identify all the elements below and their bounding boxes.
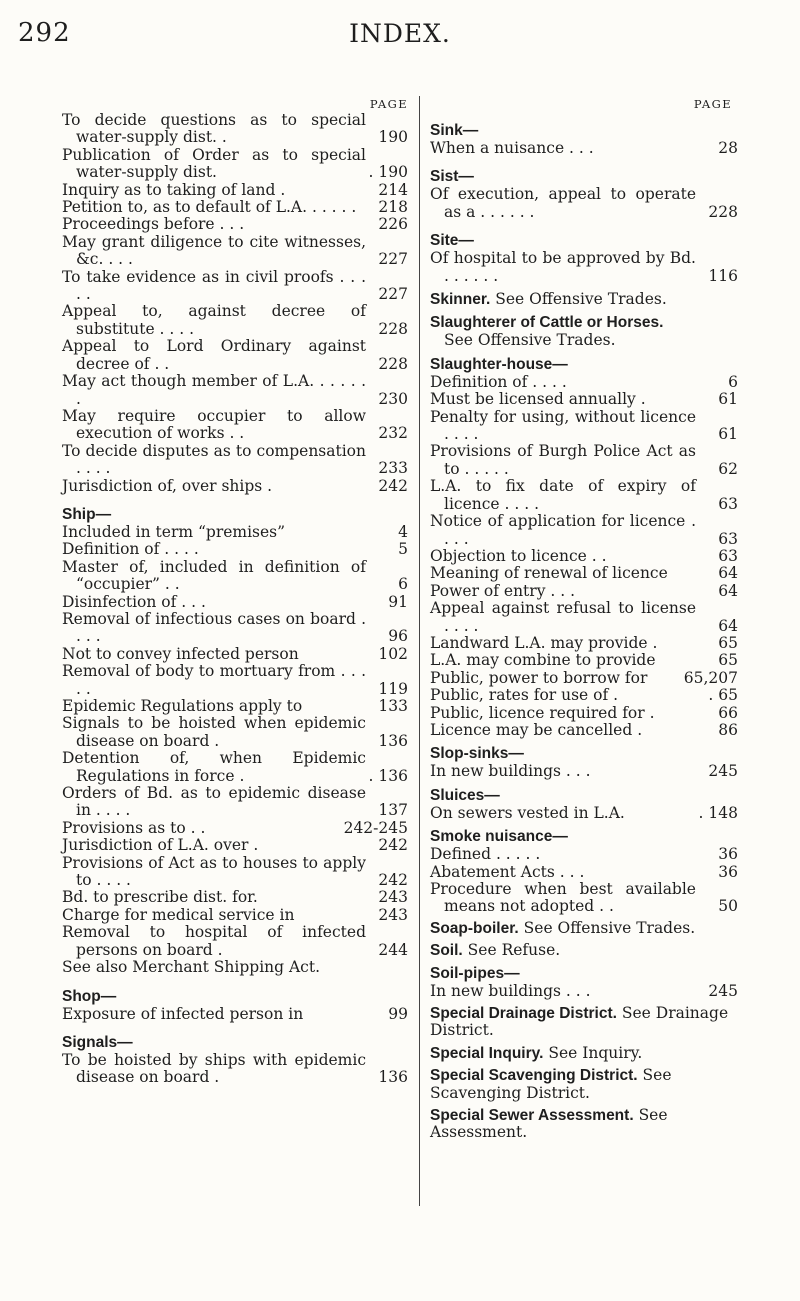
page-number: 292	[18, 18, 71, 48]
entry-text: Definition of . . . .	[430, 372, 567, 391]
index-section-slaughter-house	[430, 356, 738, 740]
index-section-soap-boiler	[430, 920, 738, 937]
page-column-label: PAGE	[369, 97, 408, 111]
entry-page-number: 62	[718, 459, 738, 478]
index-entry	[62, 1006, 408, 1023]
entry-page-number: 245	[708, 762, 738, 781]
entry-text: Removal of body to mortuary from . . . . .	[62, 662, 366, 698]
index-heading: Site—	[430, 232, 474, 250]
index-entry	[62, 199, 408, 216]
entry-text: Proceedings before . . .	[62, 215, 245, 234]
index-entry	[430, 670, 738, 687]
index-heading: Smoke nuisance—	[430, 828, 568, 846]
index-entry	[430, 186, 738, 221]
index-entry	[62, 959, 408, 976]
page-header	[0, 16, 800, 50]
index-entry	[62, 750, 408, 785]
index-section-slop-sinks	[430, 745, 738, 780]
index-section-special-sewer	[430, 1107, 738, 1142]
index-entry	[430, 250, 738, 285]
entry-page-number: 214	[378, 180, 408, 199]
entry-text: Public, rates for use of .	[430, 686, 619, 705]
entry-page-number: 230	[378, 389, 408, 408]
index-entry	[62, 408, 408, 443]
entry-page-number: 64	[718, 581, 738, 600]
index-entry	[430, 583, 738, 600]
index-section-special-inquiry	[430, 1045, 738, 1062]
entry-page-number: 244	[378, 940, 408, 959]
index-section-ship	[62, 506, 408, 977]
entry-text: Appeal to Lord Ordinary against decree of . .	[62, 337, 366, 373]
entry-page-number: . 190	[368, 163, 408, 182]
entry-text: Procedure when best available means not adopted . .	[430, 880, 696, 916]
entry-text: Meaning of renewal of licence	[430, 564, 668, 583]
index-entry	[430, 391, 738, 408]
index-heading: Slaughter-house—	[430, 355, 568, 373]
entry-page-number: 61	[718, 390, 738, 409]
entry-page-number: 243	[378, 888, 408, 907]
entry-page-number: . 136	[368, 766, 408, 785]
entry-page-number: 190	[378, 128, 408, 147]
entry-page-number: 227	[378, 285, 408, 304]
index-entry	[430, 548, 738, 565]
entry-page-number: 63	[718, 529, 738, 548]
index-entry	[430, 565, 738, 582]
index-heading: Soil-pipes—	[430, 964, 520, 982]
entry-text: L.A. may combine to provide	[430, 651, 656, 670]
entry-page-number: 245	[708, 981, 738, 1000]
entry-page-number: 65,207	[683, 668, 738, 687]
index-entry	[430, 409, 738, 444]
index-entry	[430, 983, 738, 1000]
index-heading: Sink—	[430, 122, 479, 139]
index-entry	[62, 303, 408, 338]
index-entry	[62, 269, 408, 304]
index-entry	[62, 715, 408, 750]
entry-page-number: 232	[378, 424, 408, 443]
entry-page-number: 50	[718, 897, 738, 916]
entry-text: Penalty for using, without licence . . . .	[430, 407, 696, 444]
index-entry	[62, 611, 408, 646]
left-column	[62, 96, 408, 1087]
entry-page-number: 4	[398, 522, 408, 541]
index-section-special-scavenging	[430, 1067, 738, 1102]
entry-text: Publication of Order as to special water-supply dist.	[62, 145, 366, 182]
entry-text: Notice of application for licence . . . .	[430, 512, 696, 548]
entry-page-number: 6	[398, 575, 408, 594]
index-entry	[62, 855, 408, 890]
entry-page-number: 28	[718, 139, 738, 157]
index-entry	[430, 846, 738, 863]
see-reference: See Scavenging District.	[430, 1066, 672, 1102]
entry-text: To be hoisted by ships with epidemic disease on board .	[62, 1050, 366, 1087]
entry-page-number: 99	[388, 1004, 408, 1023]
entry-text: Power of entry . . .	[430, 581, 576, 600]
entry-text: Exposure of infected person in	[62, 1004, 304, 1023]
index-heading: Special Drainage District.	[430, 1005, 617, 1023]
index-entry	[62, 478, 408, 495]
entry-text: Provisions as to . .	[62, 818, 206, 837]
see-reference: See Offensive Trades.	[444, 331, 616, 350]
entry-text: Master of, included in definition of “occupier” . .	[62, 557, 366, 594]
entry-text: Charge for medical service in	[62, 905, 295, 924]
entry-text: Appeal to, against decree of substitute . . . .	[62, 302, 366, 338]
index-entry	[430, 600, 738, 635]
entry-text: May grant diligence to cite witnesses, &c. . . .	[62, 232, 366, 269]
entry-text: Disinfection of . . .	[62, 592, 206, 611]
index-section-signals	[62, 1034, 408, 1087]
right-column	[430, 96, 738, 1142]
see-reference: See Offensive Trades.	[523, 918, 696, 937]
index-entry	[430, 763, 738, 780]
continued-entries	[62, 112, 408, 495]
index-heading: Slaughterer of Cattle or Horses.	[430, 314, 664, 332]
entry-page-number: 233	[378, 459, 408, 478]
index-entry	[430, 635, 738, 652]
entry-page-number: 243	[378, 905, 408, 924]
index-entry	[62, 559, 408, 594]
index-entry	[430, 652, 738, 669]
index-section-site	[430, 232, 738, 285]
index-heading: Soap-boiler.	[430, 919, 519, 937]
entry-text: Landward L.A. may provide .	[430, 633, 658, 652]
entry-page-number: 36	[718, 845, 738, 864]
entry-page-number: 86	[718, 720, 738, 739]
entry-text: On sewers vested in L.A.	[430, 803, 625, 822]
entry-page-number: 228	[708, 202, 738, 221]
entry-page-number: 242	[378, 871, 408, 890]
index-section-soil	[430, 942, 738, 959]
entry-page-number: 63	[718, 546, 738, 565]
entry-page-number: 91	[388, 592, 408, 611]
entry-page-number: 102	[378, 644, 408, 663]
index-entry	[62, 907, 408, 924]
index-heading: Soil.	[430, 942, 463, 960]
see-reference: See Assessment.	[430, 1106, 668, 1142]
index-heading: Shop—	[62, 987, 117, 1005]
entry-page-number: 137	[378, 801, 408, 820]
entry-text: Of execution, appeal to operate as a . . . . . .	[430, 185, 696, 221]
entry-page-number: 227	[378, 250, 408, 269]
index-entry	[62, 924, 408, 959]
index-entry	[430, 374, 738, 391]
see-reference: See Drainage District.	[430, 1004, 729, 1040]
index-entry	[62, 889, 408, 906]
index-entry	[430, 805, 738, 822]
index-entry	[62, 1052, 408, 1087]
entry-text: Defined . . . . .	[430, 845, 541, 864]
entry-text: Included in term “premises”	[62, 522, 286, 541]
page-column-label: PAGE	[693, 97, 732, 111]
entry-page-number: 5	[398, 540, 408, 559]
index-entry	[62, 785, 408, 820]
index-entry	[430, 687, 738, 704]
entry-text: Must be licensed annually .	[430, 390, 646, 409]
entry-page-number: 228	[378, 354, 408, 373]
entry-text: Provisions of Burgh Police Act as to . . . . .	[430, 442, 696, 478]
entry-text: May require occupier to allow execution of works . .	[62, 406, 366, 443]
index-heading: Sluices—	[430, 786, 500, 804]
entry-page-number: 116	[708, 266, 738, 285]
index-entry	[62, 594, 408, 611]
entry-page-number: 242	[378, 836, 408, 855]
index-heading: Signals—	[62, 1033, 133, 1051]
entry-text: Removal of infectious cases on board . . . .	[62, 609, 366, 646]
entry-page-number: 65	[718, 633, 738, 652]
entry-text: Appeal against refusal to license . . . .	[430, 599, 696, 635]
entry-text: Jurisdiction of, over ships .	[62, 476, 273, 495]
index-entry	[62, 663, 408, 698]
index-section-soil-pipes	[430, 965, 738, 1000]
entry-text: Inquiry as to taking of land .	[62, 180, 286, 199]
entry-page-number: 228	[378, 319, 408, 338]
index-entry	[62, 373, 408, 408]
index-entry	[62, 147, 408, 182]
entry-text: In new buildings . . .	[430, 981, 591, 1000]
entry-text: Public, power to borrow for	[430, 668, 648, 687]
entry-page-number: 136	[378, 731, 408, 750]
entry-text: Of hospital to be approved by Bd. . . . . . .	[430, 249, 696, 285]
index-entry	[430, 722, 738, 739]
index-entry	[430, 443, 738, 478]
entry-page-number: 36	[718, 862, 738, 881]
see-reference: See Offensive Trades.	[495, 290, 667, 309]
entry-text: May act though member of L.A. . . . . . .	[62, 372, 366, 408]
index-heading: Special Scavenging District.	[430, 1067, 638, 1085]
entry-text: See also Merchant Shipping Act.	[62, 958, 321, 977]
index-section-sluices	[430, 787, 738, 822]
entry-page-number: . 65	[708, 686, 738, 705]
entry-page-number: 119	[378, 679, 408, 698]
index-entry	[62, 182, 408, 199]
entry-page-number: 136	[378, 1068, 408, 1087]
index-heading: Special Sewer Assessment.	[430, 1107, 634, 1125]
index-entry	[62, 698, 408, 715]
index-entry	[62, 541, 408, 558]
entry-page-number: 66	[718, 703, 738, 722]
index-entry	[62, 234, 408, 269]
index-entry	[62, 837, 408, 854]
entry-text: Removal to hospital of infected persons on board .	[62, 923, 366, 959]
entry-page-number: 64	[718, 564, 738, 583]
entry-text: Jurisdiction of L.A. over .	[62, 836, 259, 855]
index-section-slaughterer	[430, 314, 738, 349]
entry-page-number: 226	[378, 215, 408, 234]
entry-text: To take evidence as in civil proofs . . . . .	[62, 267, 366, 304]
index-entry	[430, 864, 738, 881]
index-entry	[62, 524, 408, 541]
index-entry	[430, 478, 738, 513]
entry-page-number: . 148	[698, 803, 738, 822]
index-section-skinner	[430, 291, 738, 308]
entry-page-number: 96	[388, 627, 408, 646]
entry-text: Epidemic Regulations apply to	[62, 697, 303, 715]
entry-text: To decide disputes as to compensation . . . .	[62, 441, 366, 478]
entry-page-number: 63	[718, 494, 738, 513]
entry-page-number: 61	[718, 425, 738, 444]
entry-text: Bd. to prescribe dist. for.	[62, 888, 258, 907]
entry-page-number: 133	[378, 697, 408, 715]
index-section-sink	[430, 122, 738, 157]
column-divider	[419, 96, 420, 1206]
entry-page-number: 64	[718, 616, 738, 635]
see-reference: See Refuse.	[467, 941, 561, 960]
index-entry	[62, 443, 408, 478]
index-entry	[430, 881, 738, 916]
index-entry	[62, 112, 408, 147]
entry-page-number: 65	[718, 651, 738, 670]
index-heading: Ship—	[62, 505, 112, 523]
entry-text: Objection to licence . .	[430, 546, 607, 565]
index-entry	[430, 140, 738, 157]
entry-text: Licence may be cancelled .	[430, 720, 643, 739]
entry-page-number: 242	[378, 476, 408, 495]
index-section-shop	[62, 988, 408, 1023]
index-heading: Special Inquiry.	[430, 1044, 544, 1062]
index-entry	[430, 705, 738, 722]
entry-text: Provisions of Act as to houses to apply to . . . .	[62, 853, 366, 890]
entry-text: L.A. to fix date of expiry of licence . . . .	[430, 477, 696, 513]
entry-page-number: 242-245	[343, 818, 408, 837]
entry-page-number: 6	[728, 372, 738, 391]
entry-text: In new buildings . . .	[430, 762, 591, 781]
entry-text: Definition of . . . .	[62, 540, 199, 559]
index-section-special-drainage	[430, 1005, 738, 1040]
index-entry	[62, 216, 408, 233]
entry-text: Not to convey infected person	[62, 644, 299, 663]
index-heading: Skinner.	[430, 291, 491, 309]
entry-text: Signals to be hoisted when epidemic disease on board .	[62, 714, 366, 750]
entry-text: Public, licence required for .	[430, 703, 655, 722]
index-entry	[62, 646, 408, 663]
entry-page-number: 218	[378, 198, 408, 217]
see-reference: See Inquiry.	[548, 1043, 643, 1062]
index-heading: Sist—	[430, 168, 474, 186]
index-entry	[430, 513, 738, 548]
entry-text: Orders of Bd. as to epidemic disease in . . . .	[62, 784, 366, 820]
index-section-sist	[430, 168, 738, 221]
entry-text: Detention of, when Epidemic Regulations in force .	[62, 749, 366, 785]
page-title: INDEX.	[349, 19, 451, 48]
entry-text: Petition to, as to default of L.A. . . . . .	[62, 198, 357, 217]
index-section-smoke	[430, 828, 738, 916]
index-entry	[62, 338, 408, 373]
index-entry	[62, 820, 408, 837]
entry-text: To decide questions as to special water-supply dist. .	[62, 111, 366, 147]
entry-text: Abatement Acts . . .	[430, 862, 585, 881]
index-heading: Slop-sinks—	[430, 745, 524, 763]
entry-text: When a nuisance . . .	[430, 139, 594, 157]
